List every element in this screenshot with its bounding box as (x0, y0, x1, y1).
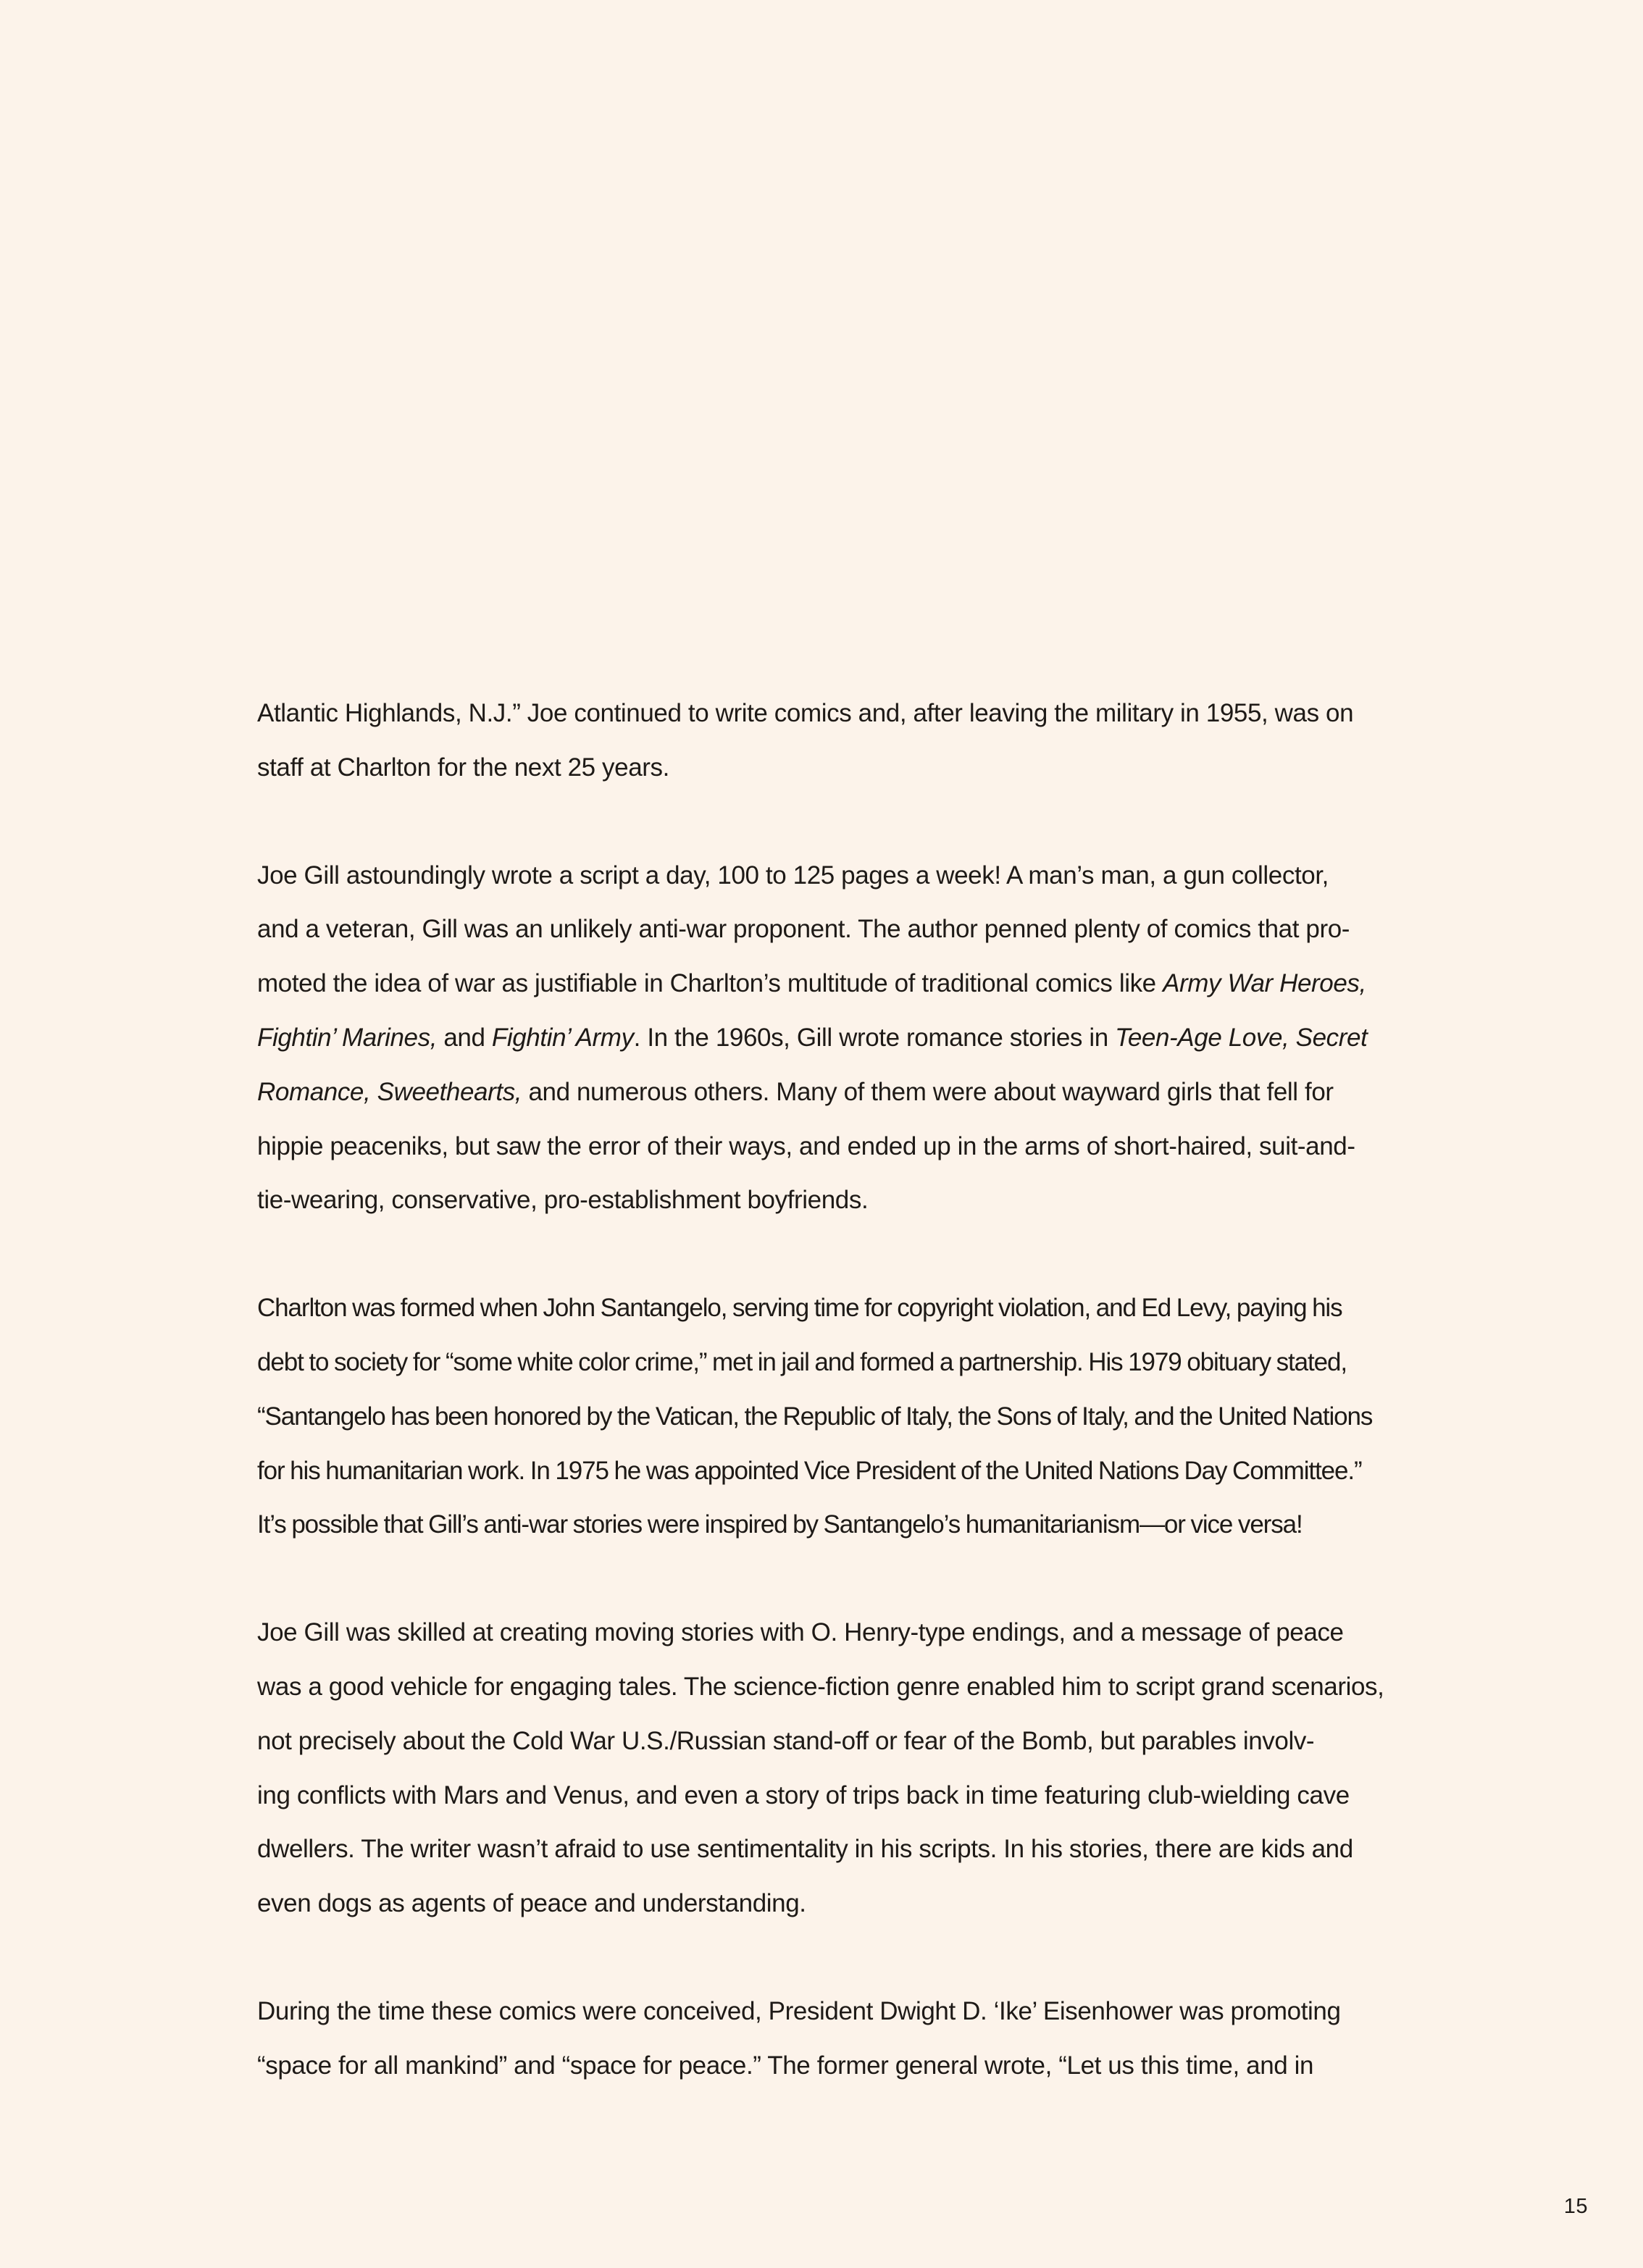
text-line: ing conflicts with Mars and Venus, and even a story of trips back in time featuring club-wielding cave (257, 1780, 1350, 1809)
text-line: Atlantic Highlands, N.J.” Joe continued to write comics and, after leaving the military in 1955, was on (257, 699, 1354, 727)
text-line: hippie peaceniks, but saw the error of their ways, and ended up in the arms of short-haired, suit-and- (257, 1131, 1355, 1160)
italic-title: Army War Heroes, (1163, 969, 1366, 998)
text-line: even dogs as agents of peace and understanding. (257, 1889, 806, 1918)
text-line: Charlton was formed when John Santangelo, serving time for copyright violation, and Ed Levy, paying his (257, 1294, 1342, 1323)
text-line: staff at Charlton for the next 25 years. (257, 753, 669, 782)
text-run: and (437, 1023, 492, 1052)
text-line (257, 1011, 1445, 1066)
text-line: During the time these comics were conceived, President Dwight D. ‘Ike’ Eisenhower was promoting (257, 1996, 1341, 2025)
page-number: 15 (1563, 2195, 1588, 2218)
text-line (257, 957, 1445, 1011)
paragraph-2 (257, 849, 1445, 1229)
italic-title: Teen-Age Love, Secret (1115, 1023, 1368, 1052)
paragraph-4 (257, 1606, 1445, 1931)
text-run: moted the idea of war as justifiable in Charlton’s multitude of traditional comics like (257, 969, 1163, 998)
text-line: tie-wearing, conservative, pro-establishment boyfriends. (257, 1186, 869, 1215)
italic-title: Romance, Sweethearts, (257, 1077, 522, 1106)
text-line: Joe Gill was skilled at creating moving stories with O. Henry-type endings, and a message of peace (257, 1618, 1344, 1647)
text-line: It’s possible that Gill’s anti-war stories were inspired by Santangelo’s humanitarianism—or vice versa! (257, 1510, 1303, 1539)
text-line: debt to society for “some white color crime,” met in jail and formed a partnership. His 1979 obituary stated, (257, 1347, 1347, 1376)
text-line: dwellers. The writer wasn’t afraid to use sentimentality in his scripts. In his stories, there are kids and (257, 1835, 1353, 1864)
italic-title: Fightin’ Army (491, 1023, 634, 1052)
paragraph-5 (257, 1985, 1445, 2093)
text-line: and a veteran, Gill was an unlikely anti-war proponent. The author penned plenty of comics that pro- (257, 915, 1350, 944)
article-body (257, 687, 1445, 2093)
text-run: . In the 1960s, Gill wrote romance stories in (633, 1023, 1116, 1052)
text-line: not precisely about the Cold War U.S./Russian stand-off or fear of the Bomb, but parables involv- (257, 1726, 1315, 1755)
paragraph-1 (257, 687, 1445, 795)
text-line: Joe Gill astoundingly wrote a script a day, 100 to 125 pages a week! A man’s man, a gun collector, (257, 861, 1329, 890)
text-line: for his humanitarian work. In 1975 he was appointed Vice President of the United Nations Day Committee.” (257, 1456, 1362, 1485)
paragraph-3 (257, 1281, 1445, 1552)
text-line: was a good vehicle for engaging tales. The science-fiction genre enabled him to script grand scenarios, (257, 1672, 1384, 1701)
text-line: “Santangelo has been honored by the Vatican, the Republic of Italy, the Sons of Italy, and the United Nations (257, 1402, 1373, 1431)
text-line (257, 1066, 1445, 1120)
italic-title: Fightin’ Marines, (257, 1023, 438, 1052)
text-line: “space for all mankind” and “space for peace.” The former general wrote, “Let us this time, and in (257, 2051, 1314, 2080)
text-run: and numerous others. Many of them were about wayward girls that fell for (522, 1077, 1334, 1106)
